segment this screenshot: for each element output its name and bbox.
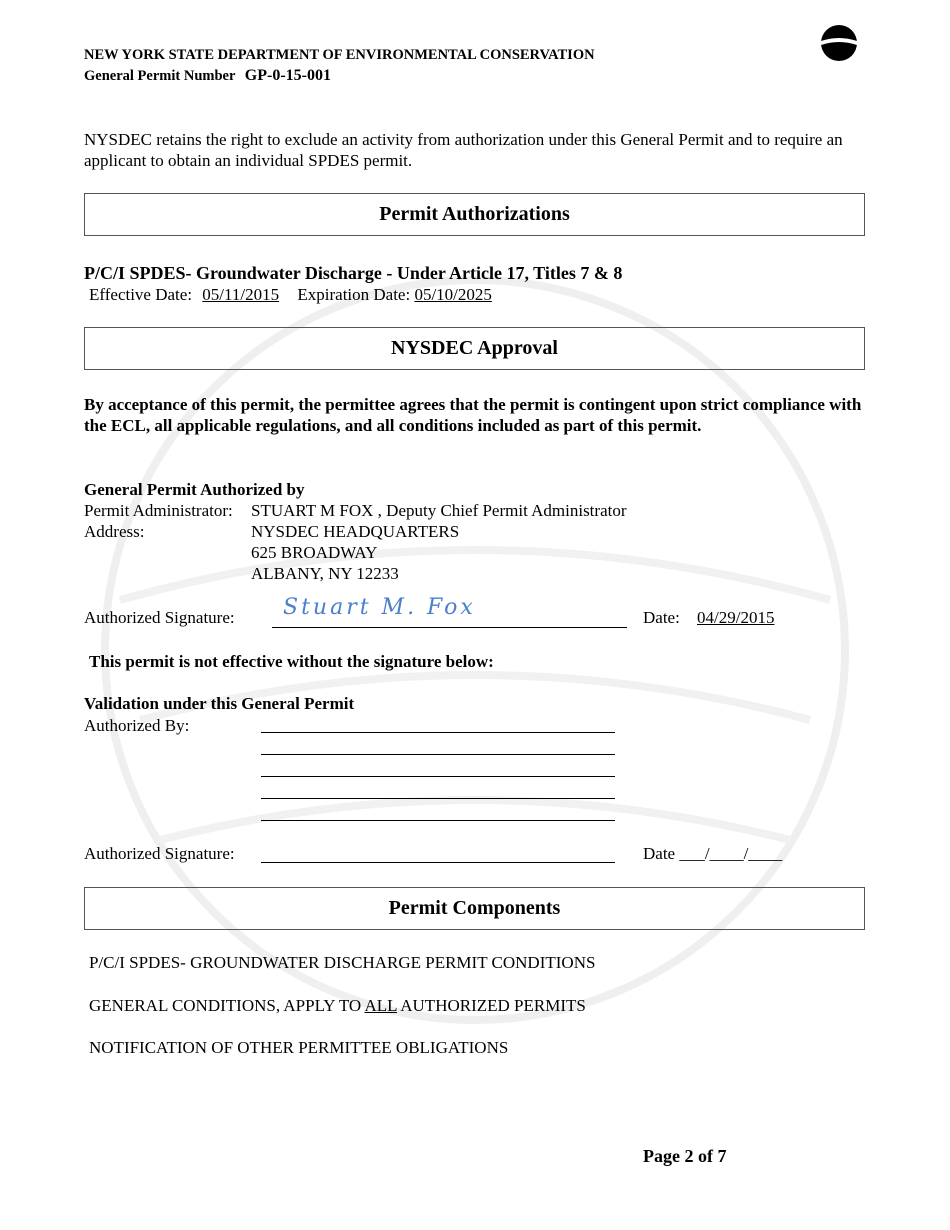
page-number: Page 2 of 7: [643, 1146, 727, 1166]
signature-line: [272, 627, 627, 628]
authorized-by-line-5[interactable]: [261, 820, 615, 821]
authorized-by-heading: General Permit Authorized by: [84, 480, 305, 499]
general-conditions-prefix: GENERAL CONDITIONS, APPLY TO: [89, 996, 365, 1015]
address-line-2: 625 BROADWAY: [251, 543, 378, 562]
authorized-by-line-2[interactable]: [261, 754, 615, 755]
validation-signature-line[interactable]: [261, 862, 615, 863]
permit-number-label: General Permit Number: [84, 68, 236, 84]
component-item-conditions: P/C/I SPDES- GROUNDWATER DISCHARGE PERMIT CONDITIONS: [89, 953, 596, 972]
general-conditions-suffix: AUTHORIZED PERMITS: [396, 996, 586, 1015]
handwritten-signature: Stuart M. Fox: [283, 595, 476, 620]
permit-components-heading: Permit Components: [84, 887, 865, 930]
signature-date: 04/29/2015: [697, 608, 775, 627]
validation-signature-label: Authorized Signature:: [84, 844, 235, 863]
validation-date-blanks: ___/____/____: [679, 844, 783, 863]
permit-number-line: [84, 67, 331, 85]
validation-heading: Validation under this General Permit: [84, 694, 355, 713]
authorized-by-line-4[interactable]: [261, 798, 615, 799]
administrator-name: STUART M FOX , Deputy Chief Permit Administrator: [251, 501, 627, 520]
effective-date: 05/11/2015: [202, 285, 280, 304]
permit-number: GP-0-15-001: [244, 67, 331, 84]
component-item-notification: NOTIFICATION OF OTHER PERMITTEE OBLIGATIONS: [89, 1038, 509, 1057]
validation-date[interactable]: [643, 844, 782, 864]
permit-dates: [89, 285, 492, 305]
expiration-date: 05/10/2025: [414, 285, 492, 304]
permit-title: P/C/I SPDES- Groundwater Discharge - Under Article 17, Titles 7 & 8: [84, 263, 623, 283]
authorized-by-line-1[interactable]: [261, 732, 615, 733]
agency-name: NEW YORK STATE DEPARTMENT OF ENVIRONMENTAL CONSERVATION: [84, 47, 595, 63]
validation-date-label: Date: [643, 844, 676, 863]
acceptance-statement: By acceptance of this permit, the permittee agrees that the permit is contingent upon strict compliance with the ECL, all applicable regulations, and all conditions included as part of this permit.: [84, 395, 862, 435]
authorized-signature-label: Authorized Signature:: [84, 608, 235, 627]
validation-notice: This permit is not effective without the signature below:: [89, 652, 494, 671]
permit-authorizations-heading: Permit Authorizations: [84, 193, 865, 236]
address-line-1: NYSDEC HEADQUARTERS: [251, 522, 460, 541]
validation-authorized-by-label: Authorized By:: [84, 716, 190, 735]
expiration-date-label: Expiration Date:: [297, 285, 411, 304]
address-line-3: ALBANY, NY 12233: [251, 564, 399, 583]
authorized-by-line-3[interactable]: [261, 776, 615, 777]
nysdec-approval-heading: NYSDEC Approval: [84, 327, 865, 370]
agency-logo-icon: [820, 24, 858, 62]
intro-paragraph: NYSDEC retains the right to exclude an activity from authorization under this General Permit and to require an applicant to obtain an individual SPDES permit.: [84, 130, 843, 170]
administrator-label: Permit Administrator:: [84, 501, 233, 520]
signature-date-label: Date:: [643, 608, 680, 627]
address-label: Address:: [84, 522, 145, 541]
component-item-general-conditions: [89, 996, 586, 1016]
effective-date-label: Effective Date:: [89, 285, 193, 304]
general-conditions-emphasis: ALL: [364, 996, 397, 1015]
